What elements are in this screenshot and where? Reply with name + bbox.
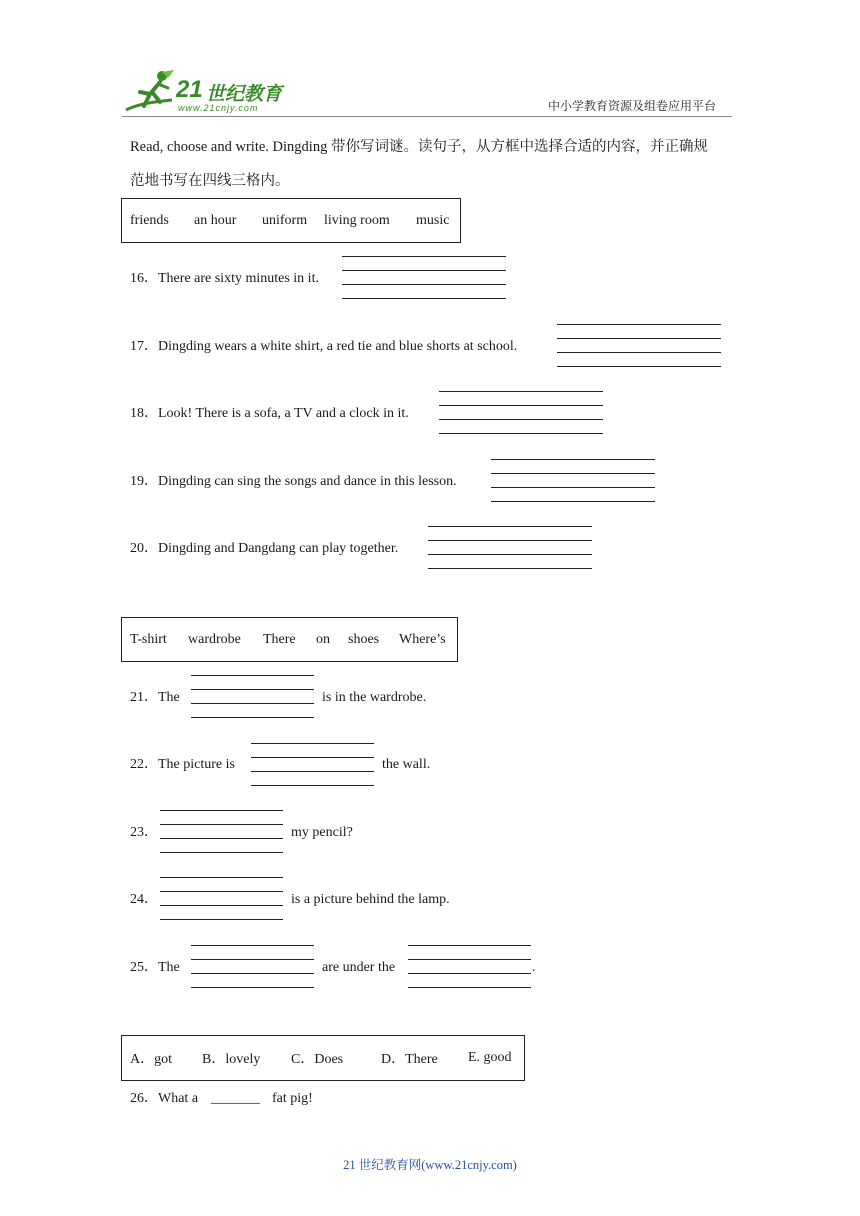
question-22-end: the wall. [382, 757, 431, 772]
question-23-start: 23． [130, 825, 158, 840]
question-25-start: 25．The [130, 960, 180, 975]
instruction-line-2: 范地书写在四线三格内。 [130, 173, 290, 189]
writing-lines-19[interactable] [491, 459, 655, 501]
footer-text: 21 世纪教育网(www.21cnjy.com) [343, 1158, 517, 1172]
writing-lines-18[interactable] [439, 391, 603, 433]
writing-lines-21[interactable] [191, 675, 314, 717]
question-16: 16．There are sixty minutes in it. [130, 271, 319, 286]
question-26-start: 26．What a [130, 1091, 199, 1106]
writing-lines-25a[interactable] [191, 945, 314, 987]
instruction-line-1: Read, choose and write. Dingding 带你写词谜。读句子，从方框中选择合适的内容，并正确规 [130, 139, 708, 155]
writing-lines-20[interactable] [428, 526, 592, 568]
question-24-start: 24． [130, 892, 158, 907]
question-25-end: . [532, 960, 536, 975]
choice-option: A．got [130, 1052, 172, 1067]
choice-option: D．There [381, 1052, 438, 1067]
logo-number: 21 [176, 76, 203, 103]
writing-lines-22[interactable] [251, 743, 374, 785]
runner-icon [122, 70, 176, 114]
writing-lines-17[interactable] [557, 324, 721, 366]
choice-option: C．Does [291, 1052, 344, 1067]
word-option: on [316, 631, 330, 647]
word-option: an hour [194, 212, 237, 228]
word-option: music [416, 212, 450, 228]
logo-url: www.21cnjy.com [178, 103, 259, 113]
word-box-1 [121, 198, 461, 243]
word-option: T-shirt [130, 631, 167, 647]
writing-lines-24[interactable] [160, 877, 283, 919]
choice-option: E. good [468, 1050, 512, 1065]
writing-lines-25b[interactable] [408, 945, 531, 987]
word-box-2 [121, 617, 458, 662]
writing-lines-23[interactable] [160, 810, 283, 852]
question-25-middle: are under the [322, 960, 396, 975]
logo [122, 70, 292, 116]
question-21-end: is in the wardrobe. [322, 690, 427, 705]
word-option: shoes [348, 631, 380, 647]
question-17: 17．Dingding wears a white shirt, a red tie and blue shorts at school. [130, 339, 518, 354]
logo-cn: 世纪教育 [206, 83, 283, 105]
question-26-end: fat pig! [272, 1091, 313, 1106]
question-23-end: my pencil? [291, 825, 353, 840]
choice-box [121, 1035, 525, 1081]
word-option: friends [130, 212, 169, 228]
word-option: uniform [262, 212, 308, 228]
writing-lines-16[interactable] [342, 256, 506, 298]
question-24-end: is a picture behind the lamp. [291, 892, 450, 907]
word-option: living room [324, 212, 390, 228]
question-19: 19．Dingding can sing the songs and dance in this lesson. [130, 474, 457, 489]
question-18: 18．Look! There is a sofa, a TV and a clock in it. [130, 406, 409, 421]
word-option: Where’s [399, 631, 446, 647]
header-divider [122, 116, 732, 117]
word-option: There [263, 631, 296, 647]
question-22-start: 22．The picture is [130, 757, 235, 772]
word-option: wardrobe [188, 631, 241, 647]
question-20: 20．Dingding and Dangdang can play together. [130, 541, 399, 556]
question-21-start: 21．The [130, 690, 180, 705]
choice-option: B．lovely [202, 1052, 261, 1067]
question-26-blank[interactable]: _______ [211, 1091, 260, 1106]
header-platform-text: 中小学教育资源及组卷应用平台 [548, 99, 717, 113]
